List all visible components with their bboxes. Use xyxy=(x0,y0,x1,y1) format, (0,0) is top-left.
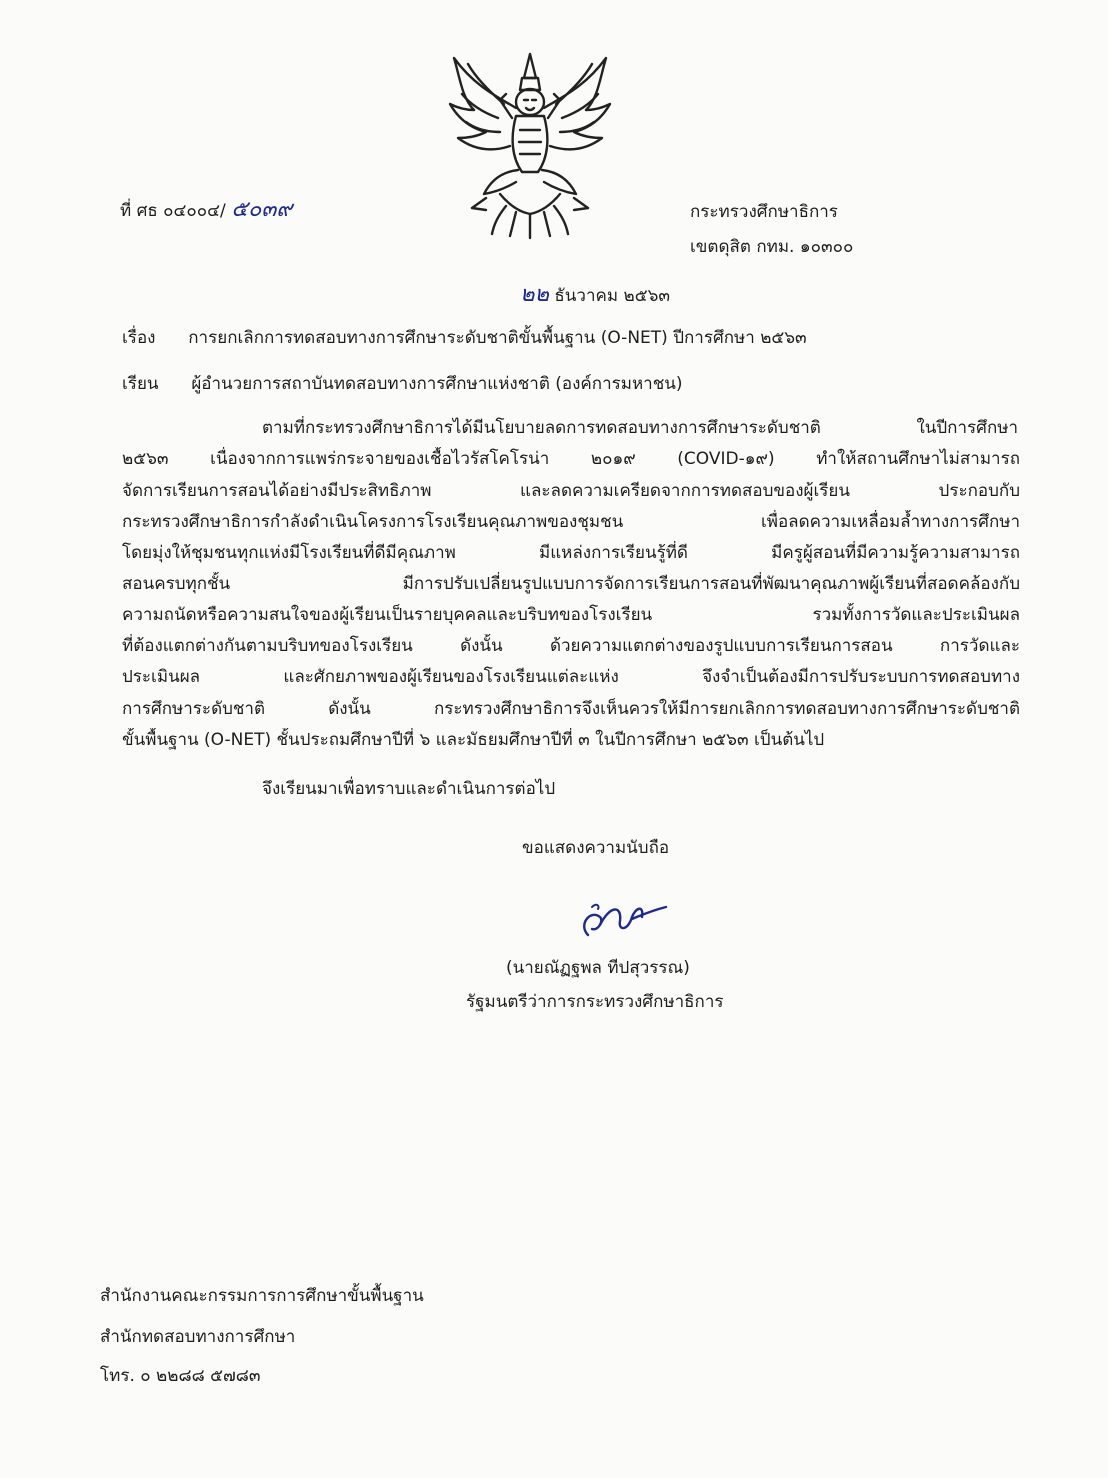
body-line-3: จัดการเรียนการสอนได้อย่างมีประสิทธิภาพ และลดความเครียดจากการทดสอบของผู้เรียน ประกอบกับ xyxy=(122,481,1020,501)
sender-line2: เขตดุสิต กทม. ๑๐๓๐๐ xyxy=(690,237,854,257)
handwritten-signature xyxy=(570,895,670,941)
footer-office2: สำนักทดสอบทางการศึกษา xyxy=(100,1327,296,1347)
body-line-2: ๒๕๖๓ เนื่องจากการแพร่กระจายของเชื้อไวรัสโคโรน่า ๒๐๑๙ (COVID-๑๙) ทำให้สถานศึกษาไม่สามารถ xyxy=(122,449,1020,469)
reference-prefix: ที่ ศธ ๐๔๐๐๔/ xyxy=(120,201,226,221)
subject-label: เรื่อง xyxy=(122,328,156,348)
date-line xyxy=(520,283,670,308)
reference-line xyxy=(120,198,292,223)
recipient-line xyxy=(122,372,683,396)
subject-text: การยกเลิกการทดสอบทางการศึกษาระดับชาติขั้นพื้นฐาน (O-NET) ปีการศึกษา ๒๕๖๓ xyxy=(188,328,807,348)
closing-request: จึงเรียนมาเพื่อทราบและดำเนินการต่อไป xyxy=(262,779,556,799)
footer-office1: สำนักงานคณะกรรมการการศึกษาขั้นพื้นฐาน xyxy=(100,1286,424,1306)
footer-phone: โทร. ๐ ๒๒๘๘ ๕๗๘๓ xyxy=(100,1366,261,1386)
body-line-5: โดยมุ่งให้ชุมชนทุกแห่งมีโรงเรียนที่ดีมีคุณภาพ มีแหล่งการเรียนรู้ที่ดี มีครูผู้สอนที่มีความรู้ความสามารถ xyxy=(122,543,1020,563)
body-line-8: ที่ต้องแตกต่างกันตามบริบทของโรงเรียน ดังนั้น ด้วยความแตกต่างของรูปแบบการเรียนการสอน การวัดและ xyxy=(122,636,1020,656)
body-line-1: ตามที่กระทรวงศึกษาธิการได้มีนโยบายลดการทดสอบทางการศึกษาระดับชาติ ในปีการศึกษา xyxy=(262,418,1018,438)
reference-number-handwritten: ๕๐๓๙ xyxy=(231,197,293,222)
body-line-11: ขั้นพื้นฐาน (O-NET) ชั้นประถมศึกษาปีที่ ๖ และมัธยมศึกษาปีที่ ๓ ในปีการศึกษา ๒๕๖๓ เป็นต้นไป xyxy=(122,730,825,750)
recipient-text: ผู้อำนวยการสถาบันทดสอบทางการศึกษาแห่งชาติ (องค์การมหาชน) xyxy=(191,374,683,394)
signer-position: รัฐมนตรีว่าการกระทรวงศึกษาธิการ xyxy=(466,992,724,1012)
garuda-emblem-icon xyxy=(440,48,620,240)
date-day-handwritten: ๒๒ xyxy=(520,282,550,307)
recipient-label: เรียน xyxy=(122,374,159,394)
body-line-9: ประเมินผล และศักยภาพของผู้เรียนของโรงเรียนแต่ละแห่ง จึงจำเป็นต้องมีการปรับระบบการทดสอบทาง xyxy=(122,667,1020,687)
body-line-7: ความถนัดหรือความสนใจของผู้เรียนเป็นรายบุคคลและบริบทของโรงเรียน รวมทั้งการวัดและประเมินผล xyxy=(122,605,1020,625)
body-line-6: สอนครบทุกชั้น มีการปรับเปลี่ยนรูปแบบการจัดการเรียนการสอนที่พัฒนาคุณภาพผู้เรียนที่สอดคล้องกับ xyxy=(122,574,1020,594)
body-line-4: กระทรวงศึกษาธิการกำลังดำเนินโครงการโรงเรียนคุณภาพของชุมชน เพื่อลดความเหลื่อมล้ำทางการศึกษา xyxy=(122,512,1020,532)
subject-line xyxy=(122,326,807,350)
date-month-year: ธันวาคม ๒๕๖๓ xyxy=(554,286,670,306)
body-line-10: การศึกษาระดับชาติ ดังนั้น กระทรวงศึกษาธิการจึงเห็นควรให้มีการยกเลิกการทดสอบทางการศึกษาระดับชาติ xyxy=(122,699,1020,719)
salutation: ขอแสดงความนับถือ xyxy=(522,838,670,858)
sender-line1: กระทรวงศึกษาธิการ xyxy=(690,202,838,222)
signer-name: (นายณัฏฐพล ทีปสุวรรณ) xyxy=(506,958,690,978)
